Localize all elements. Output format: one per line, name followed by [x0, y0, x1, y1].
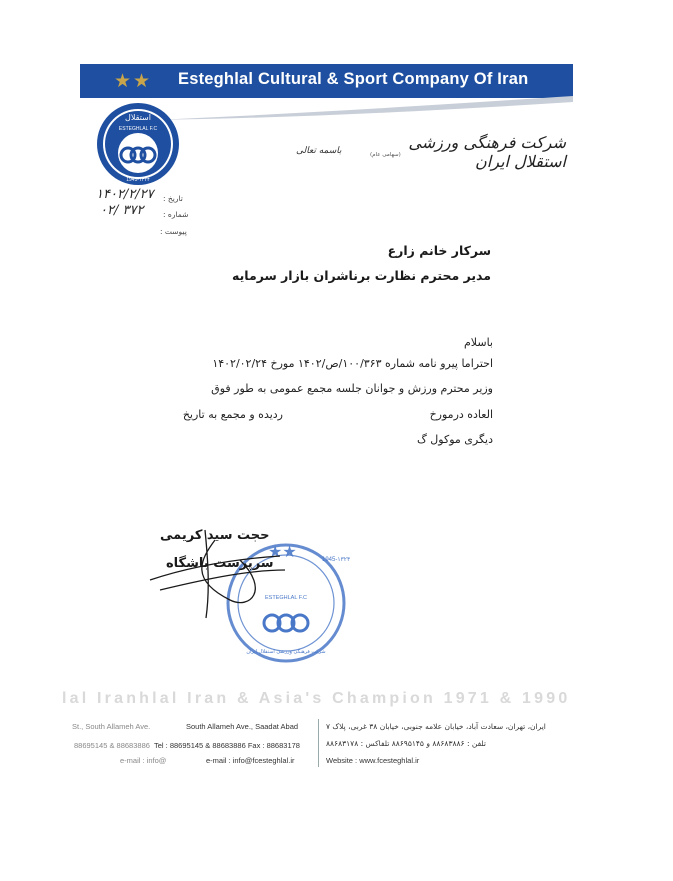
number-value: ۰۲/ ۳۷۲ [100, 203, 144, 218]
basmala-text: باسمه تعالی [296, 146, 342, 156]
footer-address-fa: ایران، تهران، سعادت آباد، خیابان علامه جنوبی، خیابان ۳۸ غربی، پلاک ۷ [326, 722, 546, 731]
addressee-name: سرکار خانم زارع [387, 243, 491, 258]
footer-divider [318, 719, 319, 767]
english-company-title: Esteghlal Cultural & Sport Company Of Iran [178, 70, 529, 88]
logo-name-fa: استقلال [125, 113, 151, 122]
attachment-label: پیوست : [160, 227, 187, 236]
footer-phone-en-partial: 88695145 & 88683886 [74, 741, 150, 750]
body-line-1: احتراما پیرو نامه شماره ۱۰۰/۳۶۳/ص/۱۴۰۲ مورخ ۱۴۰۲/۰۲/۲۴ [212, 357, 493, 370]
body-line-3a: العاده درمورخ [429, 408, 493, 421]
stamp-ring-text: شرکت فرهنگی ورزشی استقلال ایران [246, 649, 326, 655]
footer-phone-en: Tel : 88695145 & 88683886 Fax : 88683178 [154, 741, 300, 750]
date-value: ۱۴۰۲/۲/۲۷ [96, 187, 154, 202]
greeting: باسلام [463, 336, 493, 349]
body-line-3b: ردیده و مجمع به تاریخ [182, 408, 283, 421]
header-swoosh [150, 96, 573, 120]
svg-text:★★: ★★ [268, 542, 297, 561]
stamp-club-en: ESTEGHLAL F.C [265, 595, 307, 601]
logo-name-en: ESTEGHLAL F.C [118, 126, 158, 132]
number-label: شماره : [163, 210, 189, 219]
logo-years: 1945-۱۳۲۴ [126, 177, 150, 183]
company-type-fa: (سهامی عام) [370, 152, 401, 158]
star-icons: ★★ [114, 70, 153, 92]
signatory-title: سرپرست باشگاه [166, 556, 274, 571]
footer-website: Website : www.fcesteghlal.ir [326, 756, 420, 765]
body-line-4: دیگری موکول گ [416, 433, 493, 446]
footer-email-partial: e-mail : info@ [120, 756, 167, 765]
addressee-title: مدیر محترم نظارت برناشران بازار سرمایه [231, 268, 491, 283]
date-label: تاریخ : [163, 194, 183, 203]
footer-email: e-mail : info@fcesteghlal.ir [206, 756, 295, 765]
stamp-years: 1945-۱۳۲۴ [322, 557, 350, 563]
footer-slogan: lal Iranhlal Iran & Asia's Champion 1971 & 1990 [62, 690, 571, 707]
body-line-2: وزیر محترم ورزش و جوانان جلسه مجمع عمومی به طور فوق [211, 382, 493, 395]
footer-address-en-partial: St., South Allameh Ave. [72, 722, 151, 731]
club-logo-icon [95, 101, 181, 187]
company-name-fa: شرکت فرهنگی ورزشی استقلال ایران [408, 133, 566, 171]
signatory-name: حجت سید کریمی [160, 528, 270, 543]
footer-phone-fa: تلفن : ۸۸۶۸۳۸۸۶ و ۸۸۶۹۵۱۴۵ تلفاکس : ۸۸۶۸۳۱۷۸ [326, 739, 486, 748]
footer-address-en: South Allameh Ave., Saadat Abad [186, 722, 299, 731]
